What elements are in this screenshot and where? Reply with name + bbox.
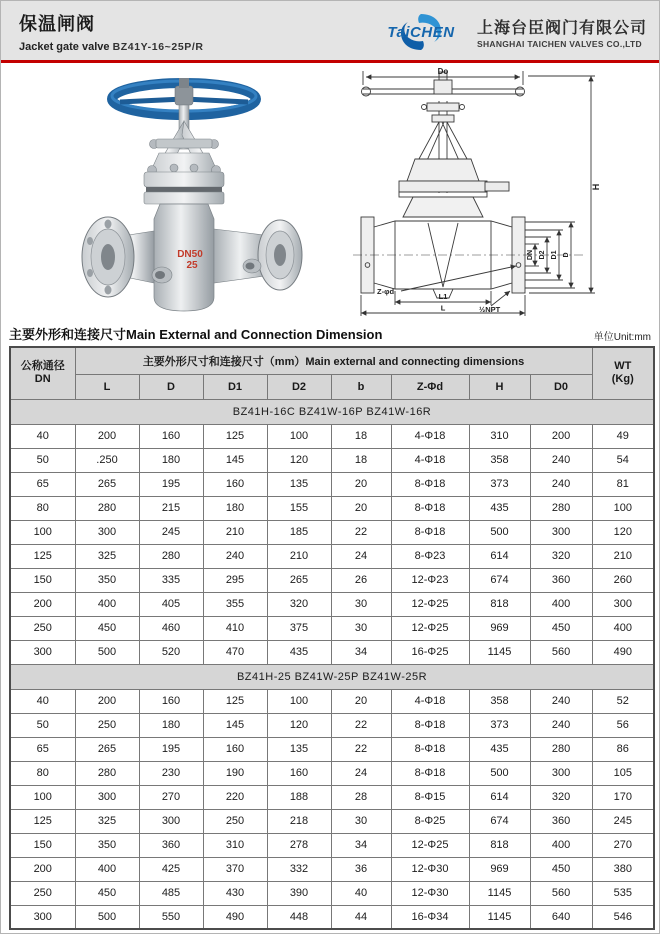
cell-value: 18 [331,424,391,448]
cell-value: 44 [331,905,391,929]
unit-label: 单位Unit:mm [593,332,651,343]
cell-value: 310 [469,424,530,448]
cell-value: 450 [75,881,139,905]
cell-value: 12-Φ30 [391,857,469,881]
dim-label-l1: L1 [438,292,448,301]
cell-value: 300 [139,809,203,833]
dimension-table-body [10,399,654,929]
cell-value: 535 [592,881,654,905]
cell-value: 8-Φ18 [391,761,469,785]
cell-value: 30 [331,616,391,640]
cell-value: 320 [267,592,331,616]
cell-value: 350 [75,568,139,592]
cell-value: 640 [530,905,592,929]
cell-value: 4-Φ18 [391,424,469,448]
cell-value: 86 [592,737,654,761]
cell-value: 200 [75,689,139,713]
cell-value: 22 [331,737,391,761]
company-name-cn: 上海台臣阀门有限公司 [476,20,647,37]
cell-value: 280 [530,737,592,761]
cell-value: 230 [139,761,203,785]
cell-dn: 300 [10,640,75,664]
col-header-dimensions: 主要外形尺寸和连接尺寸（mm）Main external and connecting dimensions [75,347,592,374]
cell-value: 360 [530,568,592,592]
cell-value: 265 [75,472,139,496]
cell-value: 8-Φ18 [391,520,469,544]
cell-dn: 200 [10,857,75,881]
figures-area [1,63,659,323]
cell-value: 460 [139,616,203,640]
cell-value: 435 [469,737,530,761]
cell-value: 30 [331,809,391,833]
dim-label-d1: D1 [551,250,558,260]
table-row [10,424,654,448]
col-header-b: b [331,374,391,399]
cell-value: 425 [139,857,203,881]
cell-value: 218 [267,809,331,833]
body-marking-dn: DN50 [177,249,203,260]
taichen-logo [373,12,469,52]
cell-value: 40 [331,881,391,905]
cell-value: 8-Φ18 [391,472,469,496]
cell-value: 614 [469,544,530,568]
cell-value: 818 [469,833,530,857]
cell-value: 300 [530,761,592,785]
cell-value: 215 [139,496,203,520]
cell-value: 430 [203,881,267,905]
table-row [10,520,654,544]
cell-value: 200 [530,424,592,448]
cell-value: 160 [203,737,267,761]
cell-dn: 250 [10,881,75,905]
cell-value: 16-Φ25 [391,640,469,664]
cell-value: 358 [469,689,530,713]
cell-value: 435 [469,496,530,520]
cell-value: 160 [267,761,331,785]
dim-label-l: L [440,303,446,313]
cell-value: 56 [592,713,654,737]
product-name-en: Jacket gate valve [19,41,110,53]
col-header-l: L [75,374,139,399]
cell-value: 360 [139,833,203,857]
section-title: 主要外形和连接尺寸Main External and Connection Dimension [9,327,383,342]
cell-value: 240 [530,472,592,496]
cell-value: 546 [592,905,654,929]
cell-value: 100 [267,689,331,713]
cell-value: 300 [75,520,139,544]
col-header-d: D [139,374,203,399]
cell-dn: 150 [10,833,75,857]
cell-value: 400 [75,857,139,881]
cell-value: 969 [469,616,530,640]
cell-value: 8-Φ18 [391,496,469,520]
cell-value: 320 [530,544,592,568]
cell-value: 280 [75,761,139,785]
table-row [10,472,654,496]
cell-value: 560 [530,640,592,664]
product-model: BZ41Y-16~25P/R [112,41,204,53]
cell-value: 4-Φ18 [391,448,469,472]
cell-value: 4-Φ18 [391,689,469,713]
cell-value: 300 [530,520,592,544]
cell-value: 100 [267,424,331,448]
cell-value: 400 [530,592,592,616]
cell-value: 125 [203,689,267,713]
cell-value: 969 [469,857,530,881]
cell-dn: 100 [10,520,75,544]
cell-value: 26 [331,568,391,592]
cell-value: 145 [203,713,267,737]
table-row [10,592,654,616]
table-row [10,448,654,472]
cell-value: 8-Φ18 [391,713,469,737]
cell-value: 674 [469,568,530,592]
cell-value: 12-Φ30 [391,881,469,905]
cell-value: 400 [530,833,592,857]
col-header-dn [10,347,75,399]
cell-value: 400 [592,616,654,640]
cell-value: 358 [469,448,530,472]
cell-value: 135 [267,472,331,496]
cell-value: 300 [75,785,139,809]
col-header-wt [592,347,654,399]
table-row [10,905,654,929]
cell-value: 188 [267,785,331,809]
cell-dn: 50 [10,713,75,737]
cell-value: 170 [592,785,654,809]
cell-value: 280 [75,496,139,520]
col-header-d2: D2 [267,374,331,399]
cell-value: 240 [530,713,592,737]
cell-value: 260 [592,568,654,592]
cell-value: 160 [139,689,203,713]
col-header-dn-cn: 公称通径 [20,360,65,373]
cell-value: 22 [331,713,391,737]
table-row [10,785,654,809]
cell-value: 12-Φ25 [391,833,469,857]
cell-value: 1145 [469,881,530,905]
cell-value: 375 [267,616,331,640]
dim-label-npt: ½NPT [479,305,501,314]
cell-value: 380 [592,857,654,881]
cell-value: .250 [75,448,139,472]
cell-value: 370 [203,857,267,881]
cell-value: 34 [331,640,391,664]
cell-value: 145 [203,448,267,472]
series-band-row [10,664,654,689]
cell-value: 160 [203,472,267,496]
cell-value: 500 [469,761,530,785]
cell-value: 12-Φ25 [391,592,469,616]
cell-dn: 125 [10,809,75,833]
cell-dn: 40 [10,424,75,448]
col-header-wt-line2: (Kg) [611,373,634,386]
cell-value: 195 [139,472,203,496]
cell-value: 245 [592,809,654,833]
cell-value: 490 [592,640,654,664]
cell-dn: 125 [10,544,75,568]
page-title: 保温闸阀 [19,14,95,34]
table-row [10,544,654,568]
valve-drawing [333,65,651,320]
cell-value: 410 [203,616,267,640]
cell-dn: 80 [10,761,75,785]
cell-value: 390 [267,881,331,905]
table-row [10,857,654,881]
cell-value: 405 [139,592,203,616]
col-header-d0: D0 [530,374,592,399]
cell-value: 280 [139,544,203,568]
cell-value: 135 [267,737,331,761]
cell-value: 8-Φ18 [391,737,469,761]
cell-value: 160 [139,424,203,448]
cell-value: 310 [203,833,267,857]
cell-value: 8-Φ25 [391,809,469,833]
cell-value: 240 [530,448,592,472]
cell-value: 470 [203,640,267,664]
cell-value: 490 [203,905,267,929]
cell-value: 250 [75,713,139,737]
body-marking-pn: 25 [186,260,198,271]
cell-value: 52 [592,689,654,713]
cell-value: 210 [203,520,267,544]
cell-value: 200 [75,424,139,448]
dim-label-d: D [563,252,570,258]
cell-value: 12-Φ25 [391,616,469,640]
table-row [10,833,654,857]
cell-value: 614 [469,785,530,809]
cell-value: 448 [267,905,331,929]
table-row [10,713,654,737]
cell-value: 220 [203,785,267,809]
cell-value: 500 [75,905,139,929]
cell-dn: 40 [10,689,75,713]
cell-value: 120 [267,448,331,472]
cell-value: 300 [592,592,654,616]
cell-dn: 65 [10,472,75,496]
cell-value: 81 [592,472,654,496]
cell-value: 520 [139,640,203,664]
table-row [10,640,654,664]
cell-value: 355 [203,592,267,616]
cell-value: 332 [267,857,331,881]
table-row [10,689,654,713]
dim-label-dn: DN [527,249,534,261]
company-name-en: SHANGHAI TAICHEN VALVES CO.,LTD [476,39,642,49]
table-row [10,616,654,640]
cell-value: 24 [331,761,391,785]
page-subtitle [19,41,204,53]
cell-value: 18 [331,448,391,472]
cell-value: 24 [331,544,391,568]
cell-value: 105 [592,761,654,785]
cell-value: 20 [331,496,391,520]
cell-dn: 300 [10,905,75,929]
cell-value: 500 [75,640,139,664]
section-header [9,323,651,343]
cell-value: 36 [331,857,391,881]
series-band-row [10,399,654,424]
col-header-wt-line1: WT [614,360,632,373]
cell-value: 34 [331,833,391,857]
cell-value: 373 [469,472,530,496]
cell-dn: 50 [10,448,75,472]
cell-value: 435 [267,640,331,664]
cell-value: 120 [267,713,331,737]
cell-value: 325 [75,809,139,833]
cell-value: 1145 [469,905,530,929]
dim-label-h: H [591,183,601,191]
cell-value: 210 [592,544,654,568]
cell-value: 818 [469,592,530,616]
col-header-zd: Z-Φd [391,374,469,399]
cell-value: 190 [203,761,267,785]
table-row [10,761,654,785]
cell-dn: 65 [10,737,75,761]
cell-value: 450 [530,857,592,881]
table-row [10,881,654,905]
cell-value: 210 [267,544,331,568]
table-row [10,737,654,761]
cell-value: 320 [530,785,592,809]
cell-value: 265 [267,568,331,592]
series-band: BZ41H-25 BZ41W-25P BZ41W-25R [10,664,654,689]
cell-value: 16-Φ34 [391,905,469,929]
cell-value: 485 [139,881,203,905]
cell-value: 335 [139,568,203,592]
series-band: BZ41H-16C BZ41W-16P BZ41W-16R [10,399,654,424]
cell-value: 100 [592,496,654,520]
cell-value: 185 [267,520,331,544]
dim-label-d2: D2 [539,250,546,260]
cell-value: 120 [592,520,654,544]
cell-value: 12-Φ23 [391,568,469,592]
cell-value: 278 [267,833,331,857]
cell-value: 195 [139,737,203,761]
cell-value: 30 [331,592,391,616]
cell-value: 360 [530,809,592,833]
table-row [10,568,654,592]
col-header-d1: D1 [203,374,267,399]
cell-value: 180 [139,713,203,737]
cell-value: 20 [331,689,391,713]
cell-value: 240 [530,689,592,713]
cell-value: 180 [203,496,267,520]
cell-value: 240 [203,544,267,568]
col-header-h: H [469,374,530,399]
cell-value: 49 [592,424,654,448]
cell-value: 155 [267,496,331,520]
cell-dn: 80 [10,496,75,520]
cell-value: 8-Φ15 [391,785,469,809]
dim-label-zd: Z-φd [377,287,395,296]
cell-value: 550 [139,905,203,929]
cell-value: 280 [530,496,592,520]
logo-text: TaiCHEN [387,24,455,41]
cell-value: 500 [469,520,530,544]
cell-value: 350 [75,833,139,857]
cell-dn: 100 [10,785,75,809]
cell-value: 270 [139,785,203,809]
cell-value: 295 [203,568,267,592]
cell-value: 373 [469,713,530,737]
col-header-dn-en: DN [34,373,51,386]
valve-photo [56,69,336,317]
cell-value: 180 [139,448,203,472]
cell-value: 20 [331,472,391,496]
cell-value: 400 [75,592,139,616]
table-row [10,809,654,833]
cell-value: 22 [331,520,391,544]
dim-label-do: Do [437,67,449,76]
cell-value: 265 [75,737,139,761]
cell-value: 674 [469,809,530,833]
cell-value: 325 [75,544,139,568]
company-block [477,15,647,49]
cell-value: 270 [592,833,654,857]
cell-value: 250 [203,809,267,833]
cell-dn: 200 [10,592,75,616]
cell-value: 450 [75,616,139,640]
cell-value: 125 [203,424,267,448]
cell-value: 54 [592,448,654,472]
title-block [19,10,204,53]
cell-dn: 150 [10,568,75,592]
brand-block [373,12,647,52]
cell-value: 560 [530,881,592,905]
cell-value: 1145 [469,640,530,664]
cell-value: 450 [530,616,592,640]
cell-value: 245 [139,520,203,544]
cell-dn: 250 [10,616,75,640]
cell-value: 28 [331,785,391,809]
dimension-table [9,346,655,930]
page-header [1,1,659,60]
cell-value: 8-Φ23 [391,544,469,568]
table-row [10,496,654,520]
